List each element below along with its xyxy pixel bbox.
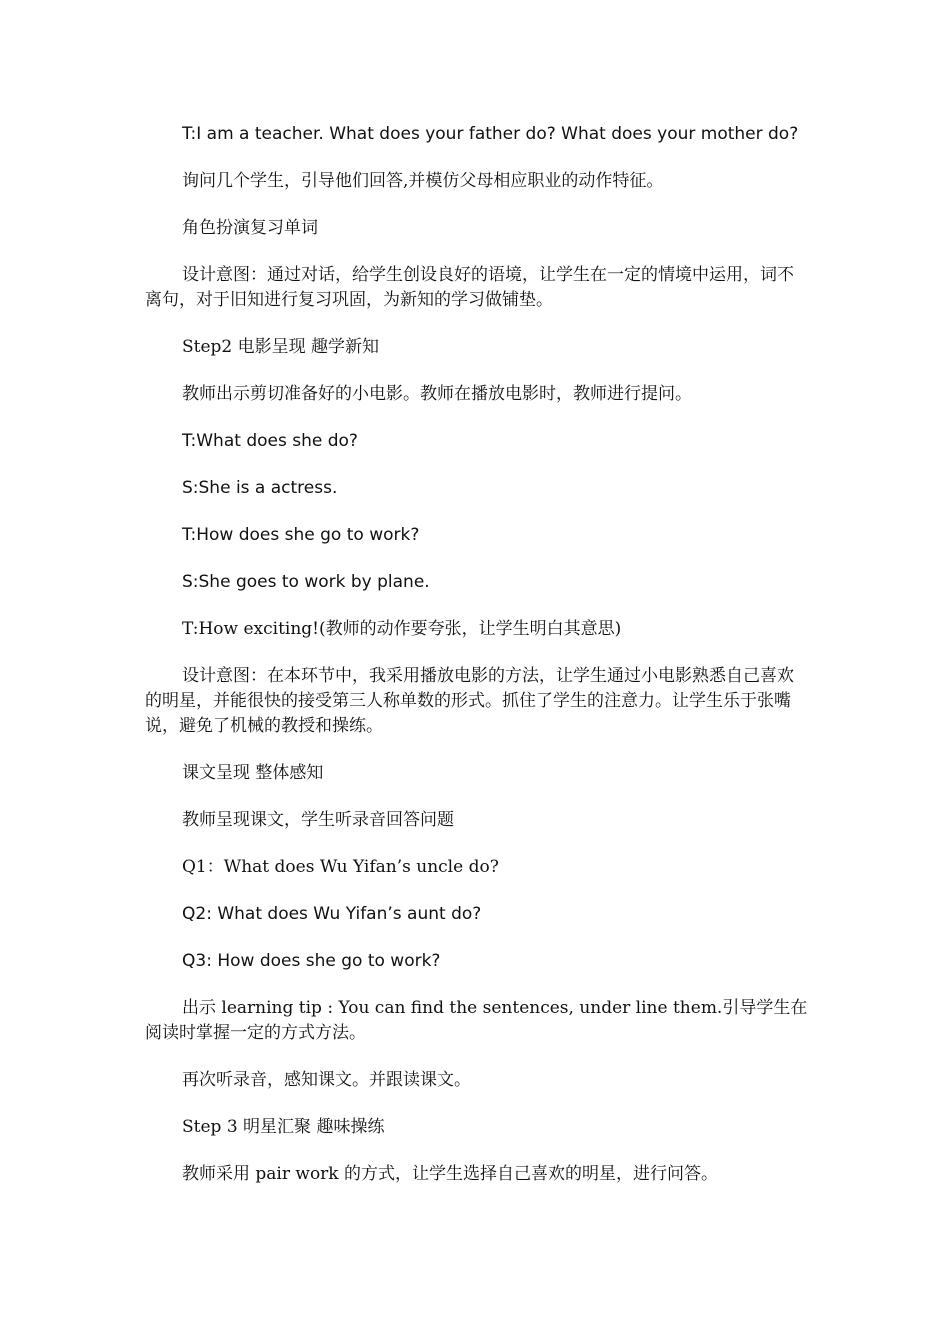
paragraph-learning-tip: 出示 learning tip : You can find the sentences, under line them.引导学生在阅读时掌握一定的方式方法。: [145, 998, 808, 1043]
paragraph-design-intent-2: 设计意图：在本环节中，我采用播放电影的方法，让学生通过小电影熟悉自己喜欢的明星，并能很快的接受第三人称单数的形式。抓住了学生的注意力。让学生乐于张嘴说，避免了机械的教授和操练。: [145, 666, 794, 736]
paragraph-role-play: 角色扮演复习单词: [182, 218, 318, 238]
heading-step3: Step 3 明星汇聚 趣味操练: [182, 1117, 385, 1137]
paragraph-teacher-question: T:I am a teacher. What does your father do? What does your mother do?: [182, 124, 799, 144]
heading-text-presentation: 课文呈现 整体感知: [182, 763, 324, 783]
dialogue-line: T:How exciting!(教师的动作要夸张，让学生明白其意思): [182, 619, 622, 639]
question-q1: Q1：What does Wu Yifan’s uncle do?: [182, 857, 499, 877]
paragraph-pair-work: 教师采用 pair work 的方式，让学生选择自己喜欢的明星，进行问答。: [182, 1164, 719, 1184]
paragraph-movie-intro: 教师出示剪切准备好的小电影。教师在播放电影时，教师进行提问。: [182, 384, 692, 404]
dialogue-line: S:She goes to work by plane.: [182, 572, 430, 592]
dialogue-line: T:What does she do?: [182, 431, 358, 451]
paragraph-design-intent-1: 设计意图：通过对话，给学生创设良好的语境，让学生在一定的情境中运用，词不离句，对于旧知进行复习巩固，为新知的学习做铺垫。: [145, 265, 794, 310]
dialogue-line: T:How does she go to work?: [182, 525, 420, 545]
heading-step2: Step2 电影呈现 趣学新知: [182, 337, 380, 357]
paragraph-listen-answer: 教师呈现课文，学生听录音回答问题: [182, 810, 454, 830]
question-q3: Q3: How does she go to work?: [182, 951, 441, 971]
document-body: [145, 122, 810, 1209]
paragraph-ask-students: 询问几个学生，引导他们回答,并模仿父母相应职业的动作特征。: [182, 171, 664, 191]
dialogue-line: S:She is a actress.: [182, 478, 338, 498]
paragraph-listen-again: 再次听录音，感知课文。并跟读课文。: [182, 1070, 471, 1090]
question-q2: Q2: What does Wu Yifan’s aunt do?: [182, 904, 482, 924]
